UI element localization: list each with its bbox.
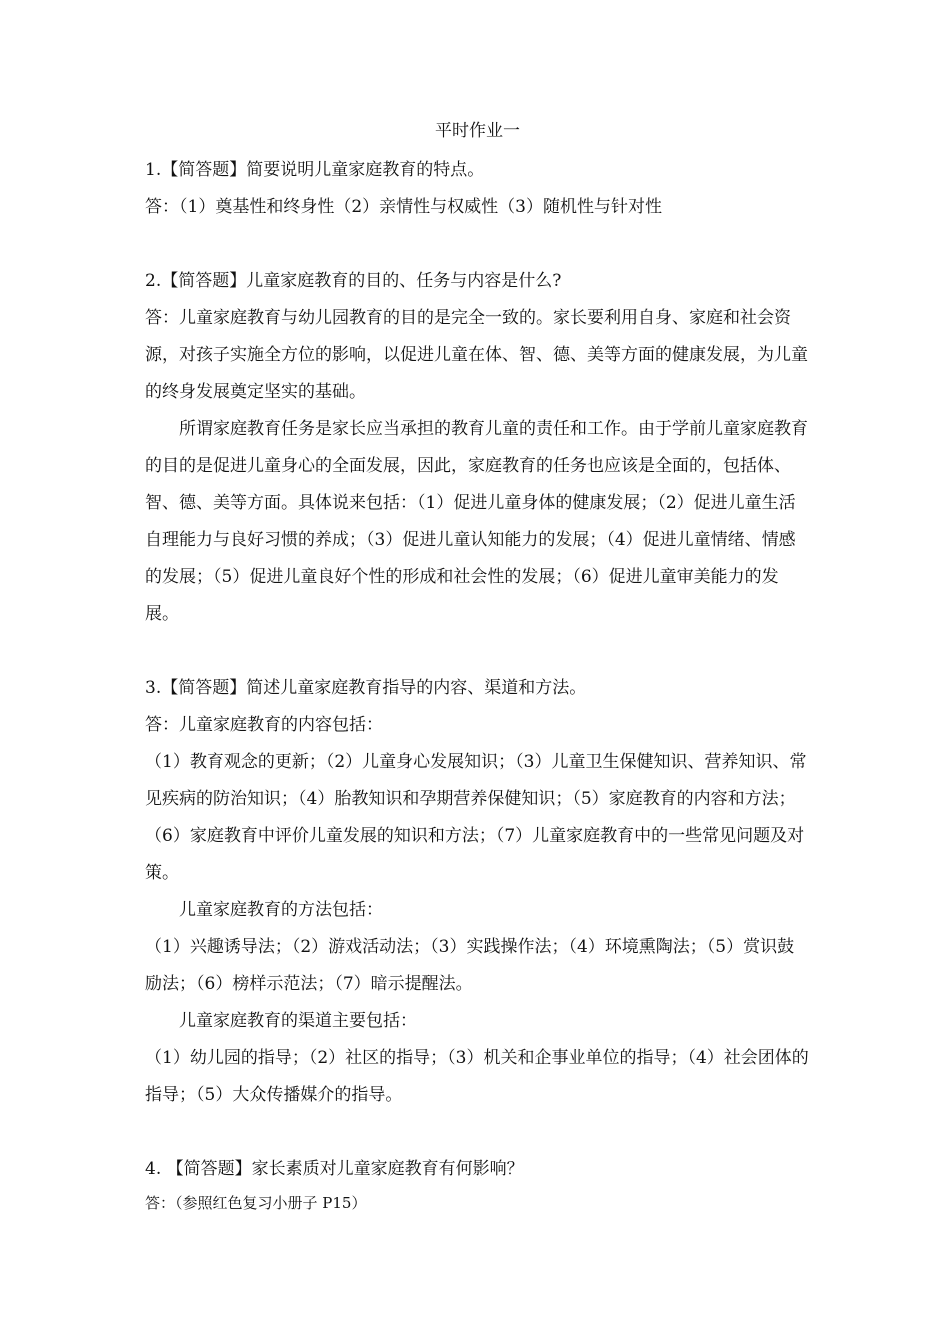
answer-2-paragraph-2: 所谓家庭教育任务是家长应当承担的教育儿童的责任和工作。由于学前儿童家庭教育的目的是促进儿童身心的全面发展，因此，家庭教育的任务也应该是全面的，包括体、智、德、美等方面。具体说来包括：（1）促进儿童身体的健康发展；（2）促进儿童生活自理能力与良好习惯的养成；（3）促进儿童认知能力的发展；（4）促进儿童情绪、情感的发展；（5）促进儿童良好个性的形成和社会性的发展；（6）促进儿童审美能力的发展。 <box>145 419 808 624</box>
question-2: 2.【简答题】儿童家庭教育的目的、任务与内容是什么? <box>145 271 562 291</box>
answer-3-channels-list: （1）幼儿园的指导；（2）社区的指导；（3）机关和企事业单位的指导；（4）社会团体的指导；（5）大众传播媒介的指导。 <box>145 1048 809 1105</box>
spacer <box>145 633 810 670</box>
answer-3-methods-intro: 儿童家庭教育的方法包括： <box>179 900 383 920</box>
answer-4: 答：（参照红色复习小册子 P15） <box>145 1194 367 1212</box>
answer-1: 答：（1）奠基性和终身性（2）亲情性与权威性（3）随机性与针对性 <box>145 197 662 217</box>
answer-2-paragraph-1: 答：儿童家庭教育与幼儿园教育的目的是完全一致的。家长要利用自身、家庭和社会资源，对孩子实施全方位的影响，以促进儿童在体、智、德、美等方面的健康发展，为儿童的终身发展奠定坚实的基础。 <box>145 308 808 402</box>
question-4: 4. 【简答题】家长素质对儿童家庭教育有何影响？ <box>145 1159 524 1179</box>
answer-3-channels-intro: 儿童家庭教育的渠道主要包括： <box>179 1011 417 1031</box>
answer-3-intro: 答：儿童家庭教育的内容包括： <box>145 715 383 735</box>
question-3: 3.【简答题】简述儿童家庭教育指导的内容、渠道和方法。 <box>145 678 587 698</box>
question-1: 1.【简答题】简要说明儿童家庭教育的特点。 <box>145 160 485 180</box>
spacer <box>145 226 810 263</box>
answer-3-methods-list: （1）兴趣诱导法；（2）游戏活动法；（3）实践操作法；（4）环境熏陶法；（5）赏识鼓励法；（6）榜样示范法；（7）暗示提醒法。 <box>145 937 795 994</box>
spacer <box>145 1114 810 1151</box>
document-title: 平时作业一 <box>435 121 520 141</box>
answer-3-content-list: （1）教育观念的更新；（2）儿童身心发展知识；（3）儿童卫生保健知识、营养知识、常见疾病的防治知识；（4）胎教知识和孕期营养保健知识；（5）家庭教育的内容和方法；（6）家庭教育中评价儿童发展的知识和方法；（7）儿童家庭教育中的一些常见问题及对策。 <box>145 752 807 883</box>
document-page <box>145 118 810 1218</box>
